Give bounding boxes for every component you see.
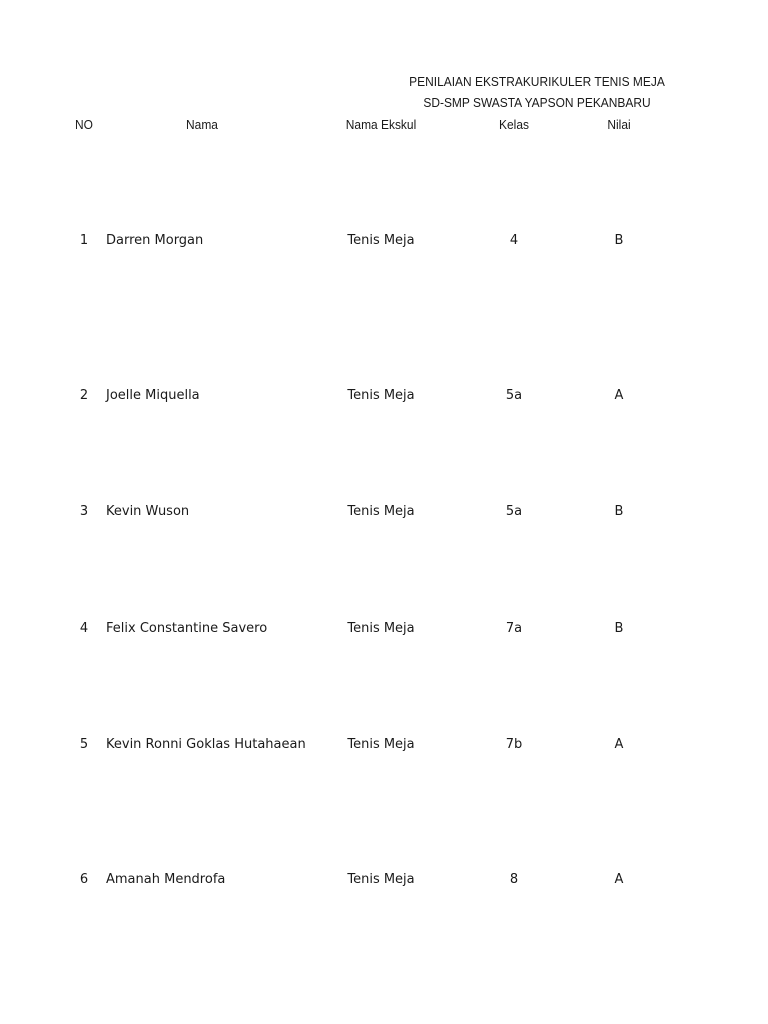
row-no: 2 <box>79 388 89 403</box>
table-row <box>0 737 768 755</box>
row-nama: Kevin Wuson <box>106 504 190 519</box>
row-nama: Joelle Miquella <box>106 388 200 403</box>
column-header-kelas: Kelas <box>499 117 529 132</box>
row-nama: Kevin Ronni Goklas Hutahaean <box>106 737 306 752</box>
row-nilai: B <box>614 504 624 519</box>
table-row <box>0 872 768 890</box>
row-ekskul: Tenis Meja <box>347 621 415 636</box>
row-nilai: B <box>614 621 624 636</box>
table-row <box>0 504 768 522</box>
column-header-nama-ekskul: Nama Ekskul <box>345 117 417 132</box>
document-subtitle: SD-SMP SWASTA YAPSON PEKANBARU <box>423 95 651 110</box>
row-kelas: 7a <box>505 621 523 636</box>
table-row <box>0 621 768 639</box>
row-ekskul: Tenis Meja <box>347 233 415 248</box>
row-ekskul: Tenis Meja <box>347 872 415 887</box>
column-header-no: NO <box>75 117 93 132</box>
row-nama: Felix Constantine Savero <box>106 621 268 636</box>
row-ekskul: Tenis Meja <box>347 504 415 519</box>
row-nilai: A <box>614 872 624 887</box>
row-no: 3 <box>79 504 89 519</box>
row-nilai: A <box>614 737 624 752</box>
column-header-nilai: Nilai <box>607 117 631 132</box>
row-nilai: A <box>614 388 624 403</box>
column-header-nama: Nama <box>186 117 218 132</box>
row-kelas: 7b <box>505 737 523 752</box>
row-no: 4 <box>79 621 89 636</box>
row-nilai: B <box>614 233 624 248</box>
table-row <box>0 233 768 251</box>
row-kelas: 5a <box>505 504 523 519</box>
row-kelas: 4 <box>509 233 519 248</box>
row-nama: Darren Morgan <box>106 233 204 248</box>
row-ekskul: Tenis Meja <box>347 388 415 403</box>
row-nama: Amanah Mendrofa <box>106 872 226 887</box>
row-ekskul: Tenis Meja <box>347 737 415 752</box>
row-no: 5 <box>79 737 89 752</box>
table-row <box>0 388 768 406</box>
row-kelas: 5a <box>505 388 523 403</box>
row-kelas: 8 <box>509 872 519 887</box>
row-no: 6 <box>79 872 89 887</box>
document-title: PENILAIAN EKSTRAKURIKULER TENIS MEJA <box>409 74 665 89</box>
row-no: 1 <box>79 233 89 248</box>
